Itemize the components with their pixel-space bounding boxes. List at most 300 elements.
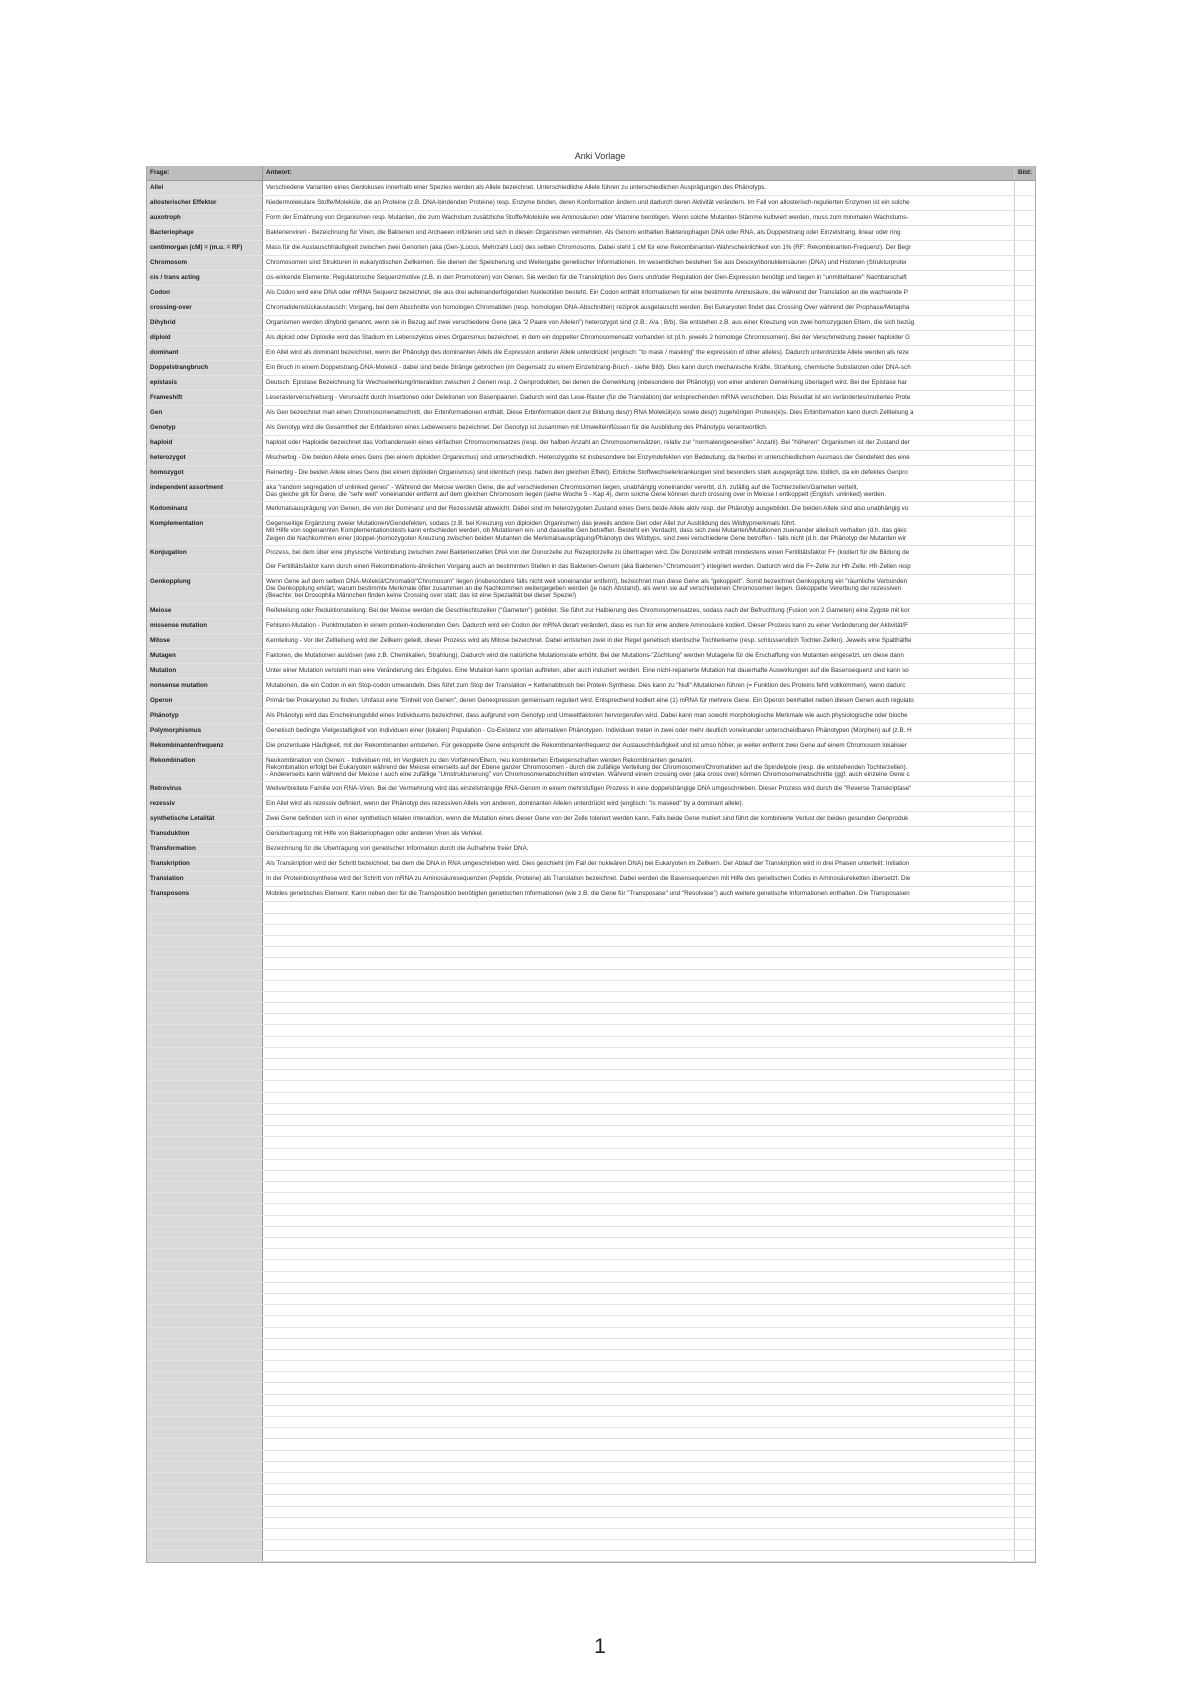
empty-cell[interactable] <box>1015 1238 1035 1248</box>
column-header-bild[interactable]: Bild: <box>1018 169 1032 176</box>
answer-cell[interactable] <box>263 872 1015 886</box>
answer-cell[interactable] <box>263 546 1015 574</box>
empty-cell[interactable] <box>263 1462 1015 1472</box>
empty-cell[interactable] <box>263 1473 1015 1483</box>
image-cell[interactable] <box>1015 679 1035 693</box>
image-cell[interactable] <box>1015 709 1035 723</box>
term-cell[interactable]: Translation <box>147 872 263 886</box>
empty-cell[interactable] <box>263 1171 1015 1181</box>
answer-cell[interactable] <box>263 406 1015 420</box>
term-cell[interactable]: Mutation <box>147 664 263 678</box>
empty-cell[interactable] <box>263 1529 1015 1539</box>
answer-cell[interactable] <box>263 887 1015 901</box>
answer-cell[interactable] <box>263 664 1015 678</box>
empty-cell[interactable] <box>263 1350 1015 1360</box>
empty-cell[interactable] <box>147 1339 263 1349</box>
term-cell[interactable]: Konjugation <box>147 546 263 574</box>
answer-cell[interactable] <box>263 575 1015 603</box>
term-cell[interactable]: Gen <box>147 406 263 420</box>
empty-cell[interactable] <box>1015 1473 1035 1483</box>
image-cell[interactable] <box>1015 181 1035 195</box>
answer-cell[interactable] <box>263 331 1015 345</box>
term-cell[interactable]: epistasis <box>147 376 263 390</box>
term-cell[interactable]: nonsense mutation <box>147 679 263 693</box>
empty-cell[interactable] <box>147 958 263 968</box>
empty-cell[interactable] <box>147 1451 263 1461</box>
image-cell[interactable] <box>1015 664 1035 678</box>
term-cell[interactable]: Transduktion <box>147 827 263 841</box>
empty-cell[interactable] <box>1015 1439 1035 1449</box>
empty-cell[interactable] <box>1015 936 1035 946</box>
answer-cell[interactable] <box>263 724 1015 738</box>
answer-cell[interactable] <box>263 391 1015 405</box>
empty-cell[interactable] <box>263 1428 1015 1438</box>
answer-cell[interactable] <box>263 619 1015 633</box>
empty-cell[interactable] <box>263 1025 1015 1035</box>
empty-cell[interactable] <box>1015 1227 1035 1237</box>
empty-cell[interactable] <box>1015 1115 1035 1125</box>
answer-cell[interactable] <box>263 286 1015 300</box>
empty-cell[interactable] <box>1015 925 1035 935</box>
empty-cell[interactable] <box>263 1305 1015 1315</box>
empty-cell[interactable] <box>147 1361 263 1371</box>
answer-cell[interactable] <box>263 739 1015 753</box>
answer-cell[interactable] <box>263 857 1015 871</box>
term-cell[interactable]: crossing-over <box>147 301 263 315</box>
term-cell[interactable]: Genotyp <box>147 421 263 435</box>
empty-cell[interactable] <box>263 1361 1015 1371</box>
image-cell[interactable] <box>1015 406 1035 420</box>
empty-cell[interactable] <box>1015 1216 1035 1226</box>
answer-cell[interactable] <box>263 604 1015 618</box>
answer-cell[interactable] <box>263 256 1015 270</box>
image-cell[interactable] <box>1015 502 1035 516</box>
empty-cell[interactable] <box>147 1484 263 1494</box>
term-cell[interactable]: Mitose <box>147 634 263 648</box>
empty-cell[interactable] <box>147 902 263 912</box>
empty-cell[interactable] <box>147 981 263 991</box>
term-cell[interactable]: synthetische Letalität <box>147 812 263 826</box>
term-cell[interactable]: Polymorphismus <box>147 724 263 738</box>
empty-cell[interactable] <box>263 1216 1015 1226</box>
empty-cell[interactable] <box>147 1305 263 1315</box>
empty-cell[interactable] <box>1015 1428 1035 1438</box>
empty-cell[interactable] <box>263 1193 1015 1203</box>
term-cell[interactable]: centimorgan (cM) = (m.u. = RF) <box>147 241 263 255</box>
empty-cell[interactable] <box>147 1126 263 1136</box>
empty-cell[interactable] <box>1015 1025 1035 1035</box>
empty-cell[interactable] <box>1015 1093 1035 1103</box>
term-cell[interactable]: Meiose <box>147 604 263 618</box>
image-cell[interactable] <box>1015 391 1035 405</box>
empty-cell[interactable] <box>1015 1014 1035 1024</box>
image-cell[interactable] <box>1015 241 1035 255</box>
image-cell[interactable] <box>1015 604 1035 618</box>
term-cell[interactable]: Bacteriophage <box>147 226 263 240</box>
term-cell[interactable]: Kodominanz <box>147 502 263 516</box>
empty-cell[interactable] <box>263 1383 1015 1393</box>
empty-cell[interactable] <box>147 1473 263 1483</box>
empty-cell[interactable] <box>1015 1070 1035 1080</box>
empty-cell[interactable] <box>147 914 263 924</box>
answer-cell[interactable] <box>263 679 1015 693</box>
empty-cell[interactable] <box>1015 1462 1035 1472</box>
empty-cell[interactable] <box>1015 902 1035 912</box>
empty-cell[interactable] <box>147 1227 263 1237</box>
empty-cell[interactable] <box>147 1562 263 1563</box>
empty-cell[interactable] <box>1015 1339 1035 1349</box>
image-cell[interactable] <box>1015 649 1035 663</box>
term-cell[interactable]: Komplementation <box>147 517 263 545</box>
empty-cell[interactable] <box>147 1294 263 1304</box>
empty-cell[interactable] <box>147 1395 263 1405</box>
term-cell[interactable]: Mutagen <box>147 649 263 663</box>
term-cell[interactable]: homozygot <box>147 466 263 480</box>
empty-cell[interactable] <box>263 1070 1015 1080</box>
empty-cell[interactable] <box>147 1003 263 1013</box>
image-cell[interactable] <box>1015 481 1035 501</box>
image-cell[interactable] <box>1015 887 1035 901</box>
empty-cell[interactable] <box>263 1439 1015 1449</box>
answer-cell[interactable] <box>263 196 1015 210</box>
answer-cell[interactable] <box>263 451 1015 465</box>
empty-cell[interactable] <box>1015 1406 1035 1416</box>
empty-cell[interactable] <box>1015 1361 1035 1371</box>
image-cell[interactable] <box>1015 619 1035 633</box>
empty-cell[interactable] <box>147 1529 263 1539</box>
empty-cell[interactable] <box>1015 947 1035 957</box>
term-cell[interactable]: heterozygot <box>147 451 263 465</box>
term-cell[interactable]: Rekombinantenfrequenz <box>147 739 263 753</box>
term-cell[interactable]: Retrovirus <box>147 782 263 796</box>
empty-cell[interactable] <box>1015 1562 1035 1563</box>
empty-cell[interactable] <box>147 1462 263 1472</box>
empty-cell[interactable] <box>147 1372 263 1382</box>
empty-cell[interactable] <box>1015 1160 1035 1170</box>
term-cell[interactable]: Doppelstrangbruch <box>147 361 263 375</box>
empty-cell[interactable] <box>1015 970 1035 980</box>
answer-cell[interactable] <box>263 517 1015 545</box>
empty-cell[interactable] <box>1015 1204 1035 1214</box>
empty-cell[interactable] <box>263 1507 1015 1517</box>
empty-cell[interactable] <box>147 1204 263 1214</box>
empty-cell[interactable] <box>263 1014 1015 1024</box>
image-cell[interactable] <box>1015 376 1035 390</box>
term-cell[interactable]: Codon <box>147 286 263 300</box>
term-cell[interactable]: Allel <box>147 181 263 195</box>
term-cell[interactable]: Transkription <box>147 857 263 871</box>
empty-cell[interactable] <box>147 1081 263 1091</box>
empty-cell[interactable] <box>147 970 263 980</box>
empty-cell[interactable] <box>1015 1260 1035 1270</box>
term-cell[interactable]: haploid <box>147 436 263 450</box>
empty-cell[interactable] <box>1015 1283 1035 1293</box>
empty-cell[interactable] <box>1015 1249 1035 1259</box>
empty-cell[interactable] <box>147 1328 263 1338</box>
empty-cell[interactable] <box>147 936 263 946</box>
term-cell[interactable]: missense mutation <box>147 619 263 633</box>
empty-cell[interactable] <box>1015 1294 1035 1304</box>
empty-cell[interactable] <box>1015 1081 1035 1091</box>
empty-cell[interactable] <box>1015 1451 1035 1461</box>
empty-cell[interactable] <box>147 1316 263 1326</box>
image-cell[interactable] <box>1015 724 1035 738</box>
empty-cell[interactable] <box>147 1093 263 1103</box>
image-cell[interactable] <box>1015 797 1035 811</box>
image-cell[interactable] <box>1015 286 1035 300</box>
term-cell[interactable]: Dihybrid <box>147 316 263 330</box>
empty-cell[interactable] <box>263 902 1015 912</box>
empty-cell[interactable] <box>1015 1104 1035 1114</box>
term-cell[interactable]: dominant <box>147 346 263 360</box>
empty-cell[interactable] <box>263 914 1015 924</box>
empty-cell[interactable] <box>263 1137 1015 1147</box>
empty-cell[interactable] <box>147 1137 263 1147</box>
empty-cell[interactable] <box>263 1417 1015 1427</box>
empty-cell[interactable] <box>263 1339 1015 1349</box>
empty-cell[interactable] <box>263 1160 1015 1170</box>
empty-cell[interactable] <box>1015 1495 1035 1505</box>
image-cell[interactable] <box>1015 739 1035 753</box>
empty-cell[interactable] <box>147 1216 263 1226</box>
empty-cell[interactable] <box>1015 1149 1035 1159</box>
answer-cell[interactable] <box>263 709 1015 723</box>
image-cell[interactable] <box>1015 466 1035 480</box>
empty-cell[interactable] <box>263 1406 1015 1416</box>
empty-cell[interactable] <box>263 1395 1015 1405</box>
image-cell[interactable] <box>1015 575 1035 603</box>
answer-cell[interactable] <box>263 782 1015 796</box>
column-header-frage[interactable]: Frage: <box>147 166 263 180</box>
empty-cell[interactable] <box>263 1518 1015 1528</box>
empty-cell[interactable] <box>263 1238 1015 1248</box>
image-cell[interactable] <box>1015 361 1035 375</box>
answer-cell[interactable] <box>263 466 1015 480</box>
empty-cell[interactable] <box>147 1025 263 1035</box>
empty-cell[interactable] <box>1015 958 1035 968</box>
image-cell[interactable] <box>1015 346 1035 360</box>
answer-cell[interactable] <box>263 376 1015 390</box>
answer-cell[interactable] <box>263 346 1015 360</box>
empty-cell[interactable] <box>263 958 1015 968</box>
empty-cell[interactable] <box>263 992 1015 1002</box>
empty-cell[interactable] <box>263 1093 1015 1103</box>
term-cell[interactable]: Genkopplung <box>147 575 263 603</box>
empty-cell[interactable] <box>147 925 263 935</box>
image-cell[interactable] <box>1015 331 1035 345</box>
image-cell[interactable] <box>1015 694 1035 708</box>
empty-cell[interactable] <box>147 1238 263 1248</box>
empty-cell[interactable] <box>263 1249 1015 1259</box>
empty-cell[interactable] <box>147 1507 263 1517</box>
answer-cell[interactable] <box>263 241 1015 255</box>
image-cell[interactable] <box>1015 451 1035 465</box>
empty-cell[interactable] <box>263 1048 1015 1058</box>
empty-cell[interactable] <box>147 1283 263 1293</box>
empty-cell[interactable] <box>1015 1182 1035 1192</box>
empty-cell[interactable] <box>263 1260 1015 1270</box>
empty-cell[interactable] <box>263 1495 1015 1505</box>
empty-cell[interactable] <box>1015 1383 1035 1393</box>
empty-cell[interactable] <box>263 1562 1015 1563</box>
empty-cell[interactable] <box>1015 1171 1035 1181</box>
term-cell[interactable]: Frameshift <box>147 391 263 405</box>
image-cell[interactable] <box>1015 196 1035 210</box>
empty-cell[interactable] <box>147 1193 263 1203</box>
image-cell[interactable] <box>1015 271 1035 285</box>
empty-cell[interactable] <box>1015 1137 1035 1147</box>
empty-cell[interactable] <box>147 1249 263 1259</box>
empty-cell[interactable] <box>147 1406 263 1416</box>
empty-cell[interactable] <box>1015 1193 1035 1203</box>
term-cell[interactable]: rezessiv <box>147 797 263 811</box>
empty-cell[interactable] <box>263 1372 1015 1382</box>
term-cell[interactable]: independent assortment <box>147 481 263 501</box>
image-cell[interactable] <box>1015 842 1035 856</box>
empty-cell[interactable] <box>147 1059 263 1069</box>
empty-cell[interactable] <box>1015 1350 1035 1360</box>
answer-cell[interactable] <box>263 754 1015 782</box>
column-header-antwort[interactable]: Antwort: <box>263 166 1015 180</box>
empty-cell[interactable] <box>1015 1126 1035 1136</box>
empty-cell[interactable] <box>263 981 1015 991</box>
answer-cell[interactable] <box>263 361 1015 375</box>
empty-cell[interactable] <box>147 1104 263 1114</box>
empty-cell[interactable] <box>147 1182 263 1192</box>
empty-cell[interactable] <box>147 1260 263 1270</box>
answer-cell[interactable] <box>263 481 1015 501</box>
image-cell[interactable] <box>1015 872 1035 886</box>
image-cell[interactable] <box>1015 421 1035 435</box>
image-cell[interactable] <box>1015 634 1035 648</box>
empty-cell[interactable] <box>147 1037 263 1047</box>
empty-cell[interactable] <box>263 1540 1015 1550</box>
answer-cell[interactable] <box>263 634 1015 648</box>
empty-cell[interactable] <box>263 1059 1015 1069</box>
answer-cell[interactable] <box>263 649 1015 663</box>
empty-cell[interactable] <box>263 1037 1015 1047</box>
empty-cell[interactable] <box>263 1316 1015 1326</box>
image-cell[interactable] <box>1015 754 1035 782</box>
empty-cell[interactable] <box>263 947 1015 957</box>
empty-cell[interactable] <box>147 1149 263 1159</box>
term-cell[interactable]: Phänotyp <box>147 709 263 723</box>
empty-cell[interactable] <box>147 1272 263 1282</box>
empty-cell[interactable] <box>263 1551 1015 1561</box>
empty-cell[interactable] <box>1015 992 1035 1002</box>
empty-cell[interactable] <box>147 1014 263 1024</box>
empty-cell[interactable] <box>263 1003 1015 1013</box>
empty-cell[interactable] <box>1015 1417 1035 1427</box>
empty-cell[interactable] <box>147 1383 263 1393</box>
term-cell[interactable]: Operon <box>147 694 263 708</box>
answer-cell[interactable] <box>263 436 1015 450</box>
empty-cell[interactable] <box>147 992 263 1002</box>
empty-cell[interactable] <box>263 1328 1015 1338</box>
image-cell[interactable] <box>1015 812 1035 826</box>
answer-cell[interactable] <box>263 226 1015 240</box>
empty-cell[interactable] <box>263 1294 1015 1304</box>
answer-cell[interactable] <box>263 211 1015 225</box>
empty-cell[interactable] <box>263 1182 1015 1192</box>
empty-cell[interactable] <box>263 1081 1015 1091</box>
empty-cell[interactable] <box>1015 1507 1035 1517</box>
term-cell[interactable]: allosterischer Effektor <box>147 196 263 210</box>
empty-cell[interactable] <box>147 1540 263 1550</box>
empty-cell[interactable] <box>1015 1305 1035 1315</box>
image-cell[interactable] <box>1015 517 1035 545</box>
answer-cell[interactable] <box>263 301 1015 315</box>
empty-cell[interactable] <box>1015 1328 1035 1338</box>
image-cell[interactable] <box>1015 827 1035 841</box>
empty-cell[interactable] <box>263 936 1015 946</box>
answer-cell[interactable] <box>263 316 1015 330</box>
image-cell[interactable] <box>1015 782 1035 796</box>
image-cell[interactable] <box>1015 226 1035 240</box>
image-cell[interactable] <box>1015 301 1035 315</box>
empty-cell[interactable] <box>1015 1540 1035 1550</box>
empty-cell[interactable] <box>1015 1316 1035 1326</box>
empty-cell[interactable] <box>147 1115 263 1125</box>
empty-cell[interactable] <box>263 970 1015 980</box>
empty-cell[interactable] <box>263 1283 1015 1293</box>
empty-cell[interactable] <box>147 1518 263 1528</box>
empty-cell[interactable] <box>1015 1484 1035 1494</box>
empty-cell[interactable] <box>147 1160 263 1170</box>
empty-cell[interactable] <box>1015 1372 1035 1382</box>
empty-cell[interactable] <box>263 1451 1015 1461</box>
empty-cell[interactable] <box>147 1171 263 1181</box>
answer-cell[interactable] <box>263 502 1015 516</box>
term-cell[interactable]: Chromosom <box>147 256 263 270</box>
image-cell[interactable] <box>1015 316 1035 330</box>
answer-cell[interactable] <box>263 421 1015 435</box>
answer-cell[interactable] <box>263 181 1015 195</box>
image-cell[interactable] <box>1015 211 1035 225</box>
term-cell[interactable]: Transposons <box>147 887 263 901</box>
empty-cell[interactable] <box>1015 1048 1035 1058</box>
empty-cell[interactable] <box>263 1227 1015 1237</box>
term-cell[interactable]: cis / trans acting <box>147 271 263 285</box>
empty-cell[interactable] <box>147 1350 263 1360</box>
empty-cell[interactable] <box>1015 1395 1035 1405</box>
empty-cell[interactable] <box>147 1417 263 1427</box>
answer-cell[interactable] <box>263 271 1015 285</box>
answer-cell[interactable] <box>263 812 1015 826</box>
empty-cell[interactable] <box>147 1439 263 1449</box>
empty-cell[interactable] <box>263 1115 1015 1125</box>
image-cell[interactable] <box>1015 436 1035 450</box>
empty-cell[interactable] <box>1015 1059 1035 1069</box>
term-cell[interactable]: Rekombination <box>147 754 263 782</box>
empty-cell[interactable] <box>1015 1529 1035 1539</box>
empty-cell[interactable] <box>263 1272 1015 1282</box>
term-cell[interactable]: Transformation <box>147 842 263 856</box>
image-cell[interactable] <box>1015 546 1035 574</box>
empty-cell[interactable] <box>1015 1551 1035 1561</box>
image-cell[interactable] <box>1015 256 1035 270</box>
empty-cell[interactable] <box>1015 981 1035 991</box>
empty-cell[interactable] <box>147 1495 263 1505</box>
answer-cell[interactable] <box>263 797 1015 811</box>
empty-cell[interactable] <box>263 1104 1015 1114</box>
empty-cell[interactable] <box>1015 1272 1035 1282</box>
empty-cell[interactable] <box>1015 1518 1035 1528</box>
empty-cell[interactable] <box>147 1070 263 1080</box>
empty-cell[interactable] <box>147 947 263 957</box>
empty-cell[interactable] <box>263 1204 1015 1214</box>
empty-cell[interactable] <box>263 1126 1015 1136</box>
